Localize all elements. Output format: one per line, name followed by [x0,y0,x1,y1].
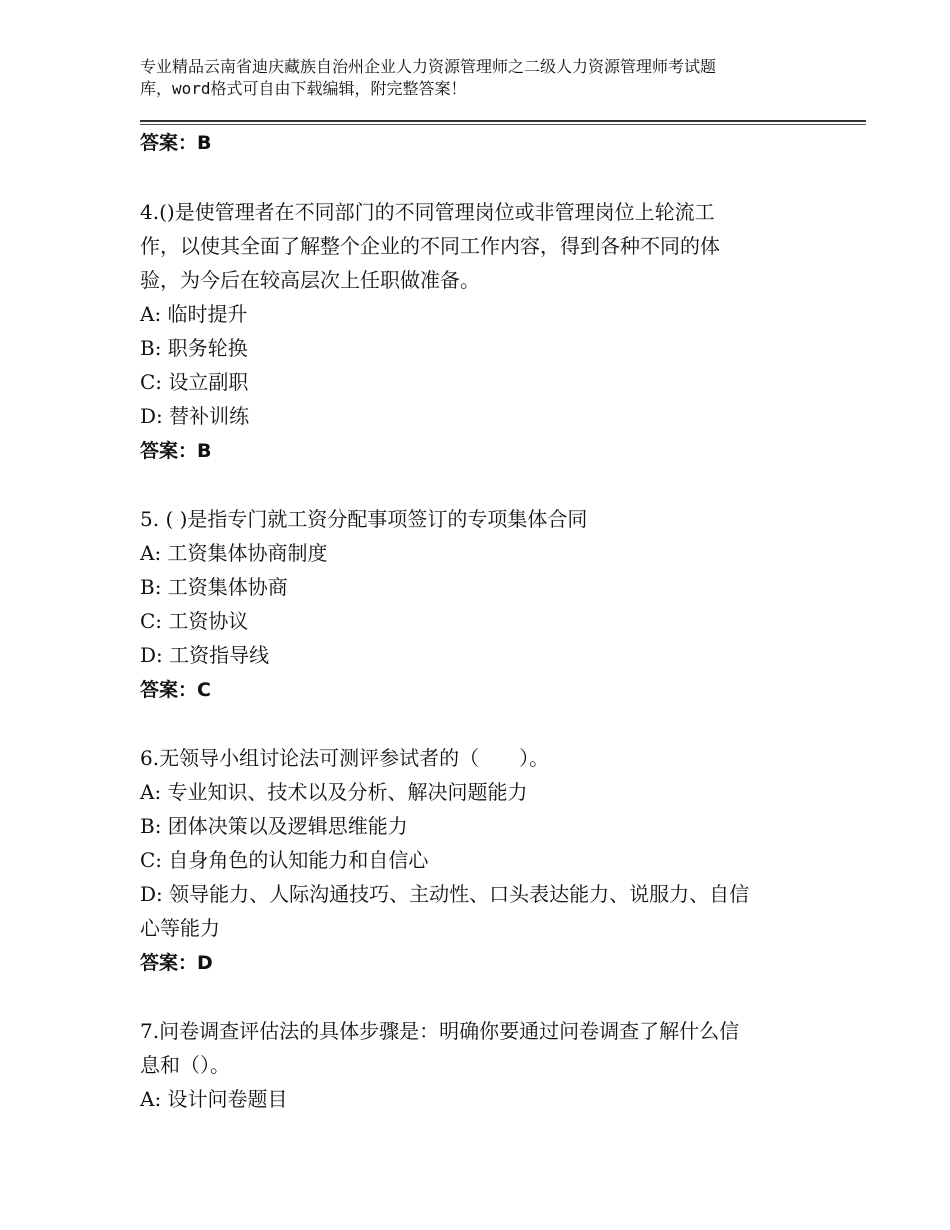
q4-stem-line-3: 验，为今后在较高层次上任职做准备。 [140,268,480,292]
q5-option-a: A: 工资集体协商制度 [140,541,328,565]
header-line-2: 库，word格式可自由下载编辑，附完整答案！ [140,79,467,98]
q6-option-c: C: 自身角色的认知能力和自信心 [140,848,429,872]
q6-answer: 答案：D [140,952,213,974]
q4-stem-line-1: 4.()是使管理者在不同部门的不同管理岗位或非管理岗位上轮流工 [140,200,715,224]
q5-option-d: D: 工资指导线 [140,643,270,667]
q6-option-a: A: 专业知识、技术以及分析、解决问题能力 [140,780,528,804]
q5-option-b: B: 工资集体协商 [140,575,288,599]
q7-stem-line-2: 息和（）。 [140,1053,230,1077]
answer-prev: 答案：B [140,132,212,154]
q4-option-c: C: 设立副职 [140,370,249,394]
header-line-1: 专业精品云南省迪庆藏族自治州企业人力资源管理师之二级人力资源管理师考试题 [140,57,717,76]
q5-answer: 答案：C [140,679,211,701]
q4-option-b: B: 职务轮换 [140,336,248,360]
q4-stem-line-2: 作，以使其全面了解整个企业的不同工作内容，得到各种不同的体 [140,234,720,258]
q5-stem: 5. ( )是指专门就工资分配事项签订的专项集体合同 [140,507,588,531]
q6-option-b: B: 团体决策以及逻辑思维能力 [140,814,408,838]
q7-option-a: A: 设计问卷题目 [140,1087,288,1111]
header-divider-thick [140,120,866,122]
q6-option-d: D: 领导能力、人际沟通技巧、主动性、口头表达能力、说服力、自信 [140,882,750,906]
q6-option-d-continued: 心等能力 [140,916,220,940]
q5-option-c: C: 工资协议 [140,609,249,633]
q4-option-d: D: 替补训练 [140,404,250,428]
q6-stem: 6.无领导小组讨论法可测评参试者的（ ）。 [140,746,550,770]
q4-answer: 答案：B [140,440,212,462]
header-divider-thin [140,124,866,125]
q4-option-a: A: 临时提升 [140,302,248,326]
q7-stem-line-1: 7.问卷调查评估法的具体步骤是：明确你要通过问卷调查了解什么信 [140,1019,740,1043]
document-header [140,56,840,100]
